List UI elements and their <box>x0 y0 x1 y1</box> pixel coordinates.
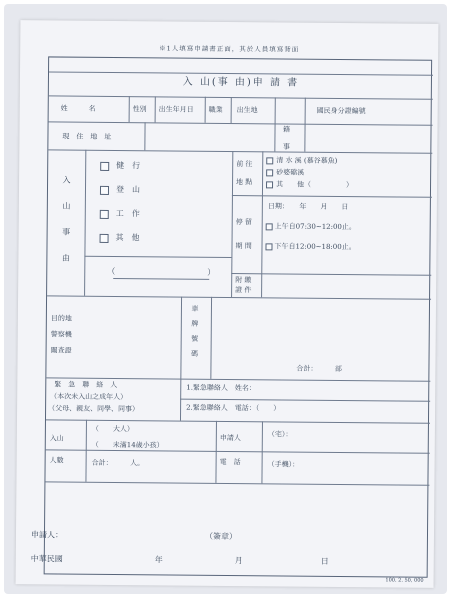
other-paren-close: ） <box>207 267 216 277</box>
other-reason-option: 其 他 <box>115 233 140 243</box>
job-header: 職業 <box>208 105 223 114</box>
address-label: 現 住 地 址 <box>62 132 112 141</box>
attachment-label-bottom: 證 件 <box>235 286 252 295</box>
year-label: 年 <box>154 555 163 565</box>
stay-label-bottom: 期 間 <box>235 242 252 251</box>
other-reason-blank[interactable] <box>113 278 209 280</box>
line <box>144 122 145 150</box>
application-form <box>16 20 439 588</box>
emergency-sub1: （本次未入山之成年人） <box>50 392 128 402</box>
line <box>47 295 431 299</box>
destination-label-bottom: 地 點 <box>236 178 253 187</box>
total-count: 合計： 人。 <box>91 458 145 468</box>
pm-checkbox[interactable] <box>265 243 272 250</box>
vehicle-total: 合計： 部 <box>296 364 342 374</box>
other-reason-checkbox[interactable] <box>100 234 109 243</box>
birth-header: 出生年月日 <box>158 105 194 114</box>
line <box>49 121 433 125</box>
home-phone: （宅）： <box>267 430 293 439</box>
birthplace-header: 出生地 <box>236 106 258 115</box>
line <box>155 96 156 122</box>
line <box>205 97 206 123</box>
line <box>46 449 430 453</box>
line <box>210 297 212 379</box>
count-label-top: 入山 <box>49 434 64 443</box>
am-checkbox[interactable] <box>266 223 273 230</box>
id-number-header: 國民身分證編號 <box>316 106 366 116</box>
contact-label-top: 申請人 <box>219 433 241 443</box>
line <box>180 399 430 402</box>
other-destination-option: 其 他（ ） <box>276 180 354 190</box>
sex-header: 性別 <box>132 105 147 114</box>
destination-label-top: 前 往 <box>236 160 253 169</box>
day-label: 日 <box>320 556 329 566</box>
other-destination-checkbox[interactable] <box>266 181 273 188</box>
date-prefix: 中華民國 <box>30 554 63 564</box>
emergency-phone-line: 2.緊急聯絡人 電話：（ ） <box>186 403 281 413</box>
name-header: 姓 名 <box>60 104 96 113</box>
month-label: 月 <box>234 556 243 566</box>
count-label-bottom: 人數 <box>49 456 64 465</box>
contact-label-bottom: 電 話 <box>219 457 241 467</box>
qingshui-option: 清 水 溪 (慕谷慕魚) <box>276 156 338 165</box>
shapodang-option: 砂婆礑溪 <box>276 168 305 177</box>
line <box>129 96 130 122</box>
line <box>46 419 430 423</box>
shapodang-checkbox[interactable] <box>266 169 273 176</box>
climbing-option: 登 山 <box>115 185 141 195</box>
line <box>49 71 433 75</box>
police-line-2: 警察機 <box>50 330 72 339</box>
work-checkbox[interactable] <box>100 210 109 219</box>
qingshui-checkbox[interactable] <box>266 157 273 164</box>
stay-label-top: 停 留 <box>235 218 252 227</box>
police-line-3: 關查證 <box>50 346 72 355</box>
line <box>261 151 263 297</box>
line <box>231 151 233 297</box>
top-note: ※1人填寫申請書正面，其於人員填寫背面 <box>159 44 300 54</box>
stay-date: 日期： 年 月 日 <box>267 202 349 212</box>
police-line-1: 目的地 <box>50 314 72 323</box>
line <box>84 150 86 296</box>
mobile-phone: （手機）： <box>267 460 300 469</box>
sign-label: （簽章） <box>204 531 238 542</box>
emergency-label: 緊 急 聯 絡 人 <box>54 380 118 390</box>
emergency-name-line: 1.緊急聯絡人 姓名： <box>186 383 256 393</box>
photo-background <box>4 4 447 594</box>
line <box>49 95 433 99</box>
reason-label: 入山事由 <box>61 175 72 280</box>
form-frame <box>30 56 433 577</box>
applicant-label: 申請人： <box>30 530 64 540</box>
emergency-sub2: （父母、親友、同學、同事） <box>48 404 140 414</box>
child-count: （ 未滿14歲小孩） <box>91 440 164 450</box>
line <box>48 149 432 153</box>
line <box>231 97 232 123</box>
hiking-checkbox[interactable] <box>100 162 109 171</box>
work-option: 工 作 <box>115 209 140 219</box>
am-option: 上午自07:30~12:00止。 <box>274 222 356 232</box>
hiking-option: 健 行 <box>116 161 141 171</box>
native-header: 籍 事 <box>282 125 291 154</box>
line <box>180 379 181 421</box>
pm-option: 下午自12:00~18:00止。 <box>274 242 356 252</box>
attachment-label-top: 附 繳 <box>235 276 252 285</box>
line <box>45 481 429 485</box>
serial-number: 100. 2. 50, 000 <box>385 577 424 584</box>
climbing-checkbox[interactable] <box>100 186 109 195</box>
line <box>180 297 182 379</box>
other-paren-open: （ <box>107 266 116 277</box>
adult-count: （ 大人） <box>91 424 134 434</box>
form-title: 入 山(事 由)申 請 書 <box>182 76 300 89</box>
vehicle-label: 車牌號碼 <box>190 304 199 365</box>
line <box>84 256 231 258</box>
